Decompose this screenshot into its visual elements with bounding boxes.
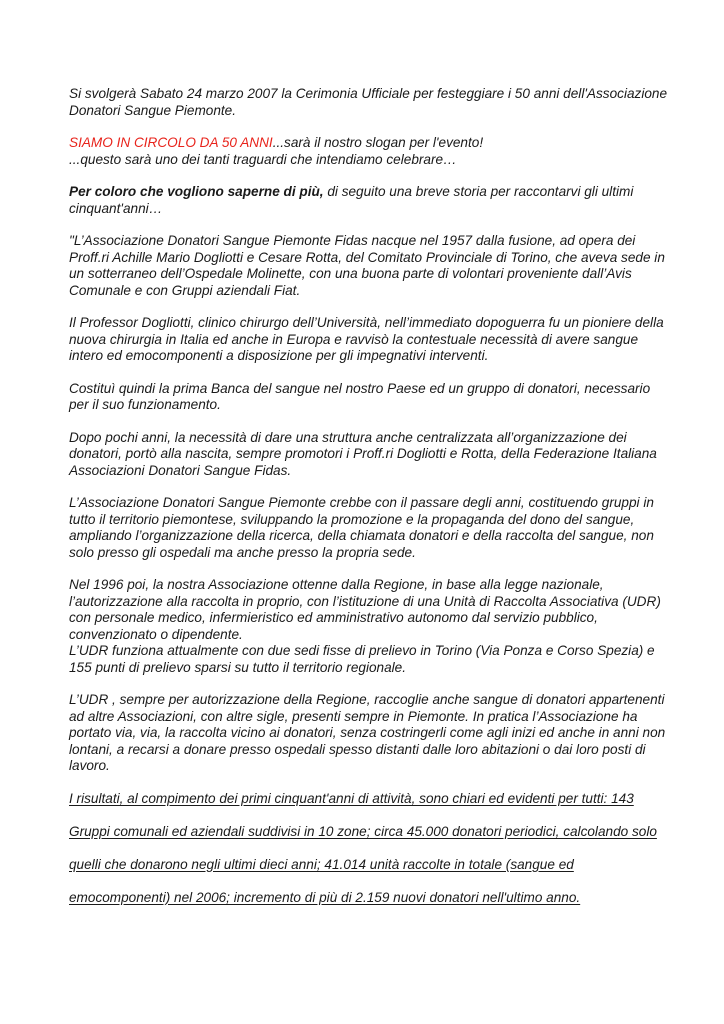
history-paragraph-udr-sites: L’UDR funziona attualmente con due sedi fisse di prelievo in Torino (Via Ponza e Corso Spezia) e 155 punti di prelievo sparsi su tutto il territorio regionale. — [69, 643, 655, 675]
lead-paragraph — [69, 184, 669, 217]
history-paragraph-founding: "L’Associazione Donatori Sangue Piemonte Fidas nacque nel 1957 dalla fusione, ad opera dei Proff.ri Achille Mario Dogliotti e Cesare Rotta, del Comitato Provinciale di Torino, che aveva sede in un sotterraneo dell’Ospedale Molinette, con una buona parte di volontari proveniente dall’Avis Comunale e con Gruppi aziendali Fiat. — [69, 233, 665, 298]
intro-paragraph: Si svolgerà Sabato 24 marzo 2007 la Cerimonia Ufficiale per festeggiare i 50 anni dell'Associazione Donatori Sangue Piemonte. — [69, 86, 668, 118]
slogan-line — [69, 135, 669, 152]
results-line: emocomponenti) nel 2006; incremento di più di 2.159 nuovi donatori nell'ultimo anno. — [69, 889, 581, 905]
slogan-followup: ...questo sarà uno dei tanti traguardi che intendiamo celebrare… — [69, 151, 457, 167]
lead-rest: di seguito una breve storia per raccontarvi gli ultimi cinquant'anni… — [69, 184, 634, 216]
results-line: Gruppi comunali ed aziendali suddivisi in 10 zone; circa 45.000 donatori periodici, calcolando solo — [69, 823, 657, 839]
history-paragraph-federation: Dopo pochi anni, la necessità di dare una struttura anche centralizzata all’organizzazione dei donatori, portò alla nascita, sempre promotori i Proff.ri Dogliotti e Rotta, della Federazione Italiana Associazioni Donatori Sangue Fidas. — [69, 429, 657, 478]
results-line: quelli che donarono negli ultimi dieci anni; 41.014 unità raccolte in totale (sangue ed — [69, 856, 574, 872]
history-paragraph-dogliotti: Il Professor Dogliotti, clinico chirurgo dell’Università, nell’immediato dopoguerra fu un pioniere della nuova chirurgia in Italia ed anche in Europa e ravvisò la contestuale necessità di avere sangue intero ed emocomponenti a disposizione per gli impegnativi interventi. — [69, 315, 664, 363]
lead-bold: Per coloro che vogliono saperne di più, — [69, 184, 324, 199]
results-line: I risultati, al compimento dei primi cinquant'anni di attività, sono chiari ed evidenti per tutti: 143 — [69, 790, 634, 806]
results-block — [69, 791, 669, 907]
history-paragraph-growth: L’Associazione Donatori Sangue Piemonte crebbe con il passare degli anni, costituendo gruppi in tutto il territorio piemontese, sviluppando la promozione e la propaganda del dono del sangue, ampliando l’organizzazione della ricerca, della chiamata donatori e della raccolta del sangue, non solo presso gli ospedali ma anche presso la propria sede. — [69, 495, 654, 560]
history-paragraph-blood-bank: Costituì quindi la prima Banca del sangue nel nostro Paese ed un gruppo di donatori, necessario per il suo funzionamento. — [69, 380, 651, 412]
history-paragraph-udr-1996: Nel 1996 poi, la nostra Associazione ottenne dalla Regione, in base alla legge nazionale, l’autorizzazione alla raccolta in proprio, con l’istituzione di una Unità di Raccolta Associativa (UDR) con personale medico, infermieristico ed amministrativo autonomo dal servizio pubblico, convenzionato o dipendente. — [69, 577, 661, 642]
history-paragraph-udr-other: L’UDR , sempre per autorizzazione della Regione, raccoglie anche sangue di donatori appartenenti ad altre Associazioni, con altre sigle, presenti sempre in Piemonte. In pratica l’Associazione ha portato via, via, la raccolta vicino ai donatori, senza costringerli come agli inizi ed anche in anni non lontani, a recarsi a donare presso ospedali spesso distanti dalle loro abitazioni o dai loro posti di lavoro. — [69, 692, 666, 773]
slogan-rest: ...sarà il nostro slogan per l'evento! — [272, 135, 484, 150]
slogan-highlight: SIAMO IN CIRCOLO DA 50 ANNI — [69, 135, 273, 150]
document-page — [69, 86, 669, 906]
